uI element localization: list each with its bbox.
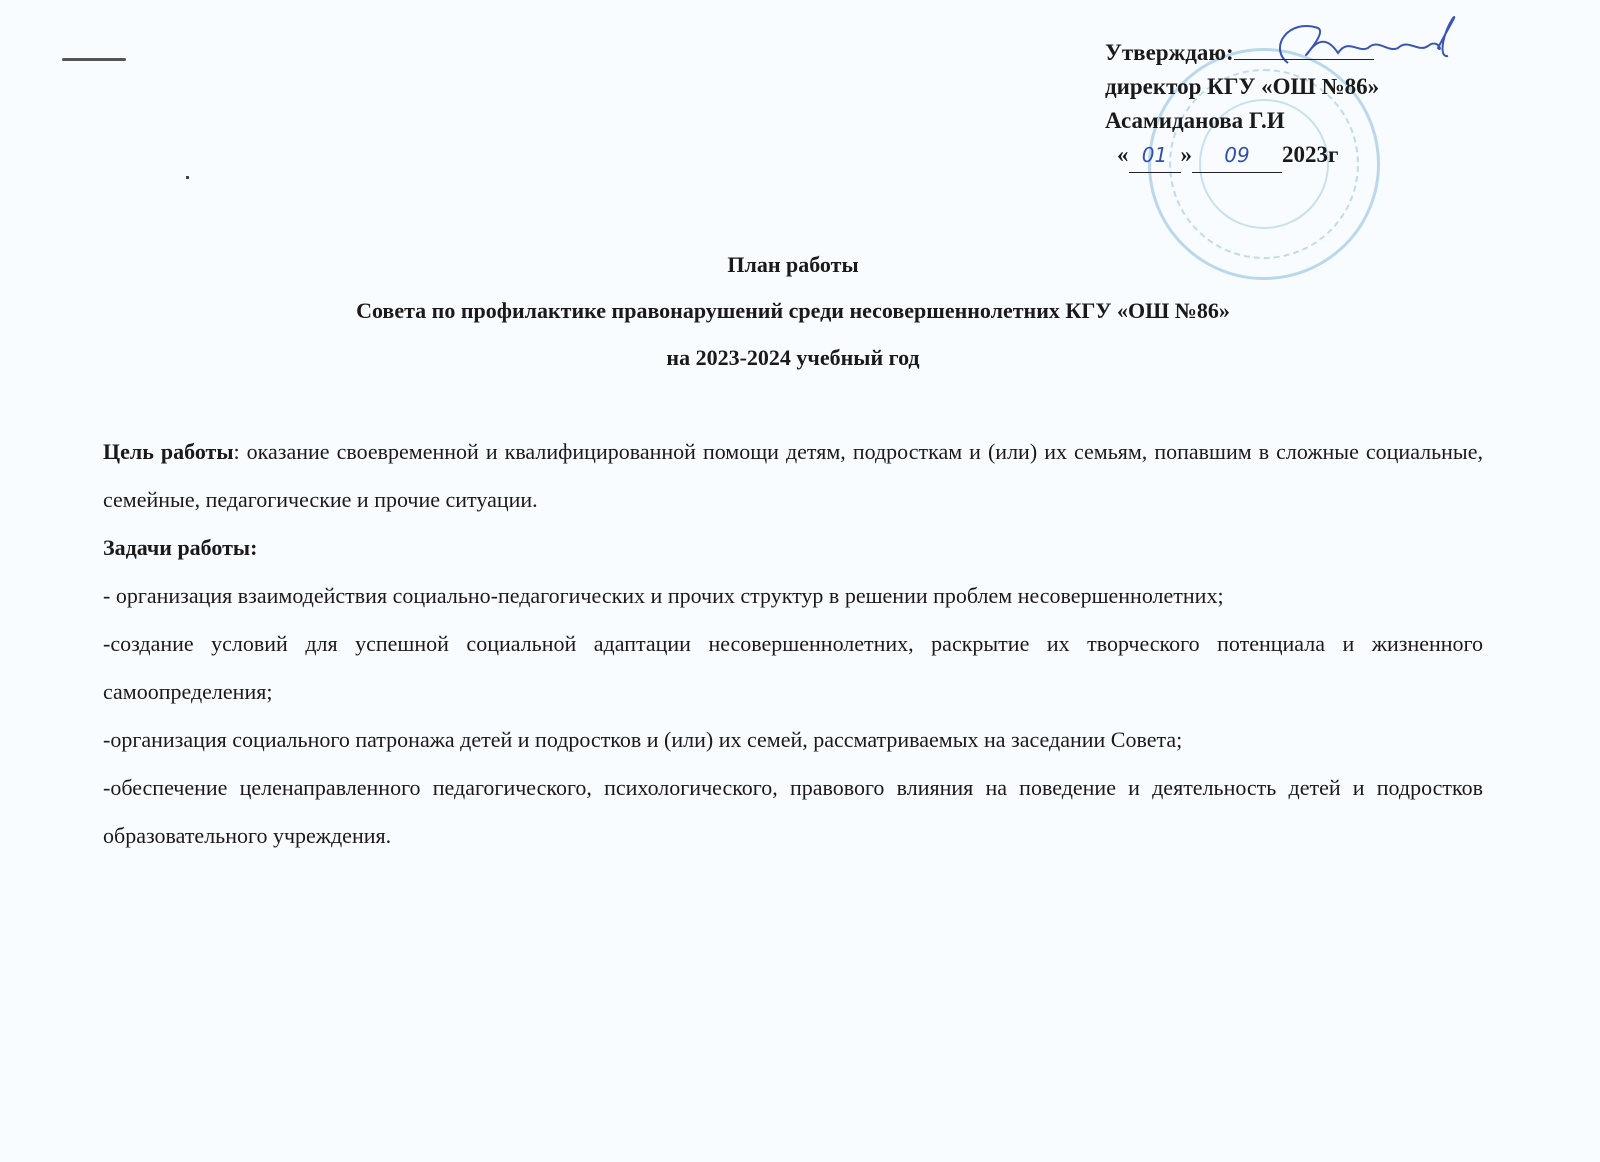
task-item: -создание условий для успешной социальной адаптации несовершеннолетних, раскрытие их творческого потенциала и жизненного самоопределения;: [103, 631, 1483, 704]
approval-block: Утверждаю: директор КГУ «ОШ №86» Асамиданова Г.И « 01 » 09 2023г: [1105, 36, 1379, 173]
approval-month: 09: [1192, 138, 1282, 173]
doc-body: [103, 428, 1483, 860]
doc-subtitle: Совета по профилактике правонарушений среди несовершеннолетних КГУ «ОШ №86»: [356, 298, 1230, 323]
goal-label: Цель работы: [103, 439, 234, 464]
approver-position: директор КГУ «ОШ №86»: [1105, 74, 1380, 99]
scan-dot: [186, 176, 189, 179]
task-item: -обеспечение целенаправленного педагогического, психологического, правового влияния на поведение и деятельность детей и подростков образовательного учреждения.: [103, 775, 1483, 848]
approve-label: Утверждаю:: [1105, 40, 1234, 65]
doc-title: План работы: [727, 252, 859, 277]
signature-line: [1234, 41, 1374, 60]
goal-text: : оказание своевременной и квалифицированной помощи детям, подросткам и (или) их семьям, попавшим в сложные социальные, семейные, педагогические и прочие ситуации.: [103, 439, 1483, 512]
approver-name: Асамиданова Г.И: [1105, 108, 1285, 133]
scan-mark: [62, 58, 126, 61]
doc-year: на 2023-2024 учебный год: [666, 345, 920, 370]
task-item: - организация взаимодействия социально-педагогических и прочих структур в решении проблем несовершеннолетних;: [103, 583, 1224, 608]
task-item: -организация социального патронажа детей и подростков и (или) их семей, рассматриваемых на заседании Совета;: [103, 727, 1183, 752]
approval-day: 01: [1129, 138, 1181, 173]
goal-paragraph: [103, 428, 1483, 524]
approval-year: 2023г: [1282, 142, 1339, 167]
tasks-label: Задачи работы:: [103, 535, 258, 560]
